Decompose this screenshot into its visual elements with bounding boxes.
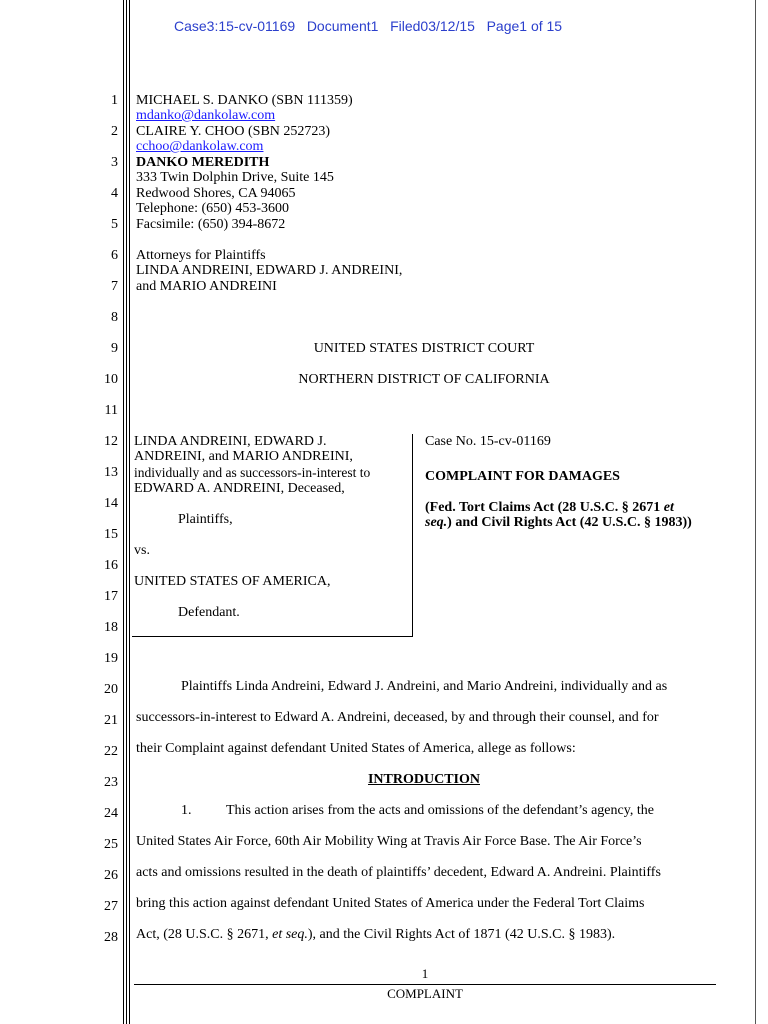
line-number: 11 [104, 403, 118, 418]
plaintiff-names: ANDREINI, and MARIO ANDREINI, [134, 449, 353, 464]
firm-facsimile: Facsimile: (650) 394-8672 [136, 217, 286, 232]
line-number: 1 [111, 93, 118, 108]
paragraph-line: successors-in-interest to Edward A. Andreini, deceased, by and through their counsel, and for [136, 710, 659, 725]
document-title: COMPLAINT FOR DAMAGES [425, 469, 620, 484]
attorney-name: CLAIRE Y. CHOO (SBN 252723) [136, 124, 331, 139]
footer-label: COMPLAINT [387, 986, 463, 1001]
line-number: 21 [104, 713, 118, 728]
line-number: 23 [104, 775, 118, 790]
plaintiff-names: EDWARD A. ANDREINI, Deceased, [134, 481, 345, 496]
left-margin-rule-3 [129, 0, 130, 1024]
case-number: Case No. 15-cv-01169 [425, 434, 551, 449]
line-number: 3 [111, 155, 118, 170]
plaintiff-names: LINDA ANDREINI, EDWARD J. [134, 434, 327, 449]
paragraph-line: Act, (28 U.S.C. § 2671, et seq.), and the Civil Rights Act of 1871 (42 U.S.C. § 1983). [136, 927, 616, 942]
law-firm-name: DANKO MEREDITH [136, 155, 270, 170]
court-district: NORTHERN DISTRICT OF CALIFORNIA [298, 372, 550, 387]
firm-address-line: 333 Twin Dolphin Drive, Suite 145 [136, 170, 334, 185]
footer-rule [134, 984, 716, 985]
paragraph-number: 1. [181, 803, 192, 818]
represented-parties: and MARIO ANDREINI [136, 279, 277, 294]
attorney-email-link[interactable]: mdanko@dankolaw.com [136, 108, 276, 123]
line-number: 9 [111, 341, 118, 356]
page-number: 1 [421, 966, 429, 981]
firm-telephone: Telephone: (650) 453-3600 [136, 201, 289, 216]
line-number: 15 [104, 527, 118, 542]
defendant-name: UNITED STATES OF AMERICA, [134, 574, 331, 589]
paragraph-line: acts and omissions resulted in the death of plaintiffs’ decedent, Edward A. Andreini. Plaintiffs [136, 865, 661, 880]
statute-reference: seq.) and Civil Rights Act (42 U.S.C. § 1983)) [425, 515, 692, 530]
line-number: 22 [104, 744, 118, 759]
line-number: 5 [111, 217, 118, 232]
attorney-email-link[interactable]: cchoo@dankolaw.com [136, 139, 264, 154]
plaintiff-names: individually and as successors-in-interest to [134, 465, 371, 480]
paragraph-line: This action arises from the acts and omissions of the defendant’s agency, the [226, 803, 654, 818]
line-number: 25 [104, 837, 118, 852]
line-number: 14 [104, 496, 118, 511]
court-name: UNITED STATES DISTRICT COURT [313, 341, 535, 356]
line-number: 17 [104, 589, 118, 604]
line-number: 19 [104, 651, 118, 666]
line-number: 8 [111, 310, 118, 325]
line-number: 28 [104, 930, 118, 945]
line-number: 13 [104, 465, 118, 480]
defendant-label: Defendant. [178, 605, 240, 620]
line-number: 6 [111, 248, 118, 263]
paragraph-line: bring this action against defendant United States of America under the Federal Tort Claims [136, 896, 645, 911]
firm-address-line: Redwood Shores, CA 94065 [136, 186, 296, 201]
attorneys-for-label: Attorneys for Plaintiffs [136, 248, 266, 263]
line-number: 12 [104, 434, 118, 449]
line-number: 7 [111, 279, 118, 294]
paragraph-line: Plaintiffs Linda Andreini, Edward J. Andreini, and Mario Andreini, individually and as [181, 679, 668, 694]
represented-parties: LINDA ANDREINI, EDWARD J. ANDREINI, [136, 263, 403, 278]
line-number: 24 [104, 806, 118, 821]
attorney-name: MICHAEL S. DANKO (SBN 111359) [136, 93, 353, 108]
left-margin-rule-1 [123, 0, 124, 1024]
versus-label: vs. [134, 543, 150, 558]
filing-header: Case3:15-cv-01169 Document1 Filed03/12/15 Page1 of 15 [174, 18, 563, 34]
paragraph-line: their Complaint against defendant United States of America, allege as follows: [136, 741, 576, 756]
line-number: 10 [104, 372, 118, 387]
line-number: 2 [111, 124, 118, 139]
line-number: 27 [104, 899, 118, 914]
left-margin-rule-2 [126, 0, 127, 1024]
line-number: 26 [104, 868, 118, 883]
section-heading: INTRODUCTION [367, 772, 480, 787]
paragraph-line: United States Air Force, 60th Air Mobility Wing at Travis Air Force Base. The Air Force’s [136, 834, 642, 849]
right-margin-rule [755, 0, 756, 1024]
line-number: 20 [104, 682, 118, 697]
line-number: 18 [104, 620, 118, 635]
plaintiffs-label: Plaintiffs, [178, 512, 233, 527]
line-number: 16 [104, 558, 118, 573]
statute-reference: (Fed. Tort Claims Act (28 U.S.C. § 2671 et [425, 500, 674, 515]
line-number: 4 [111, 186, 118, 201]
